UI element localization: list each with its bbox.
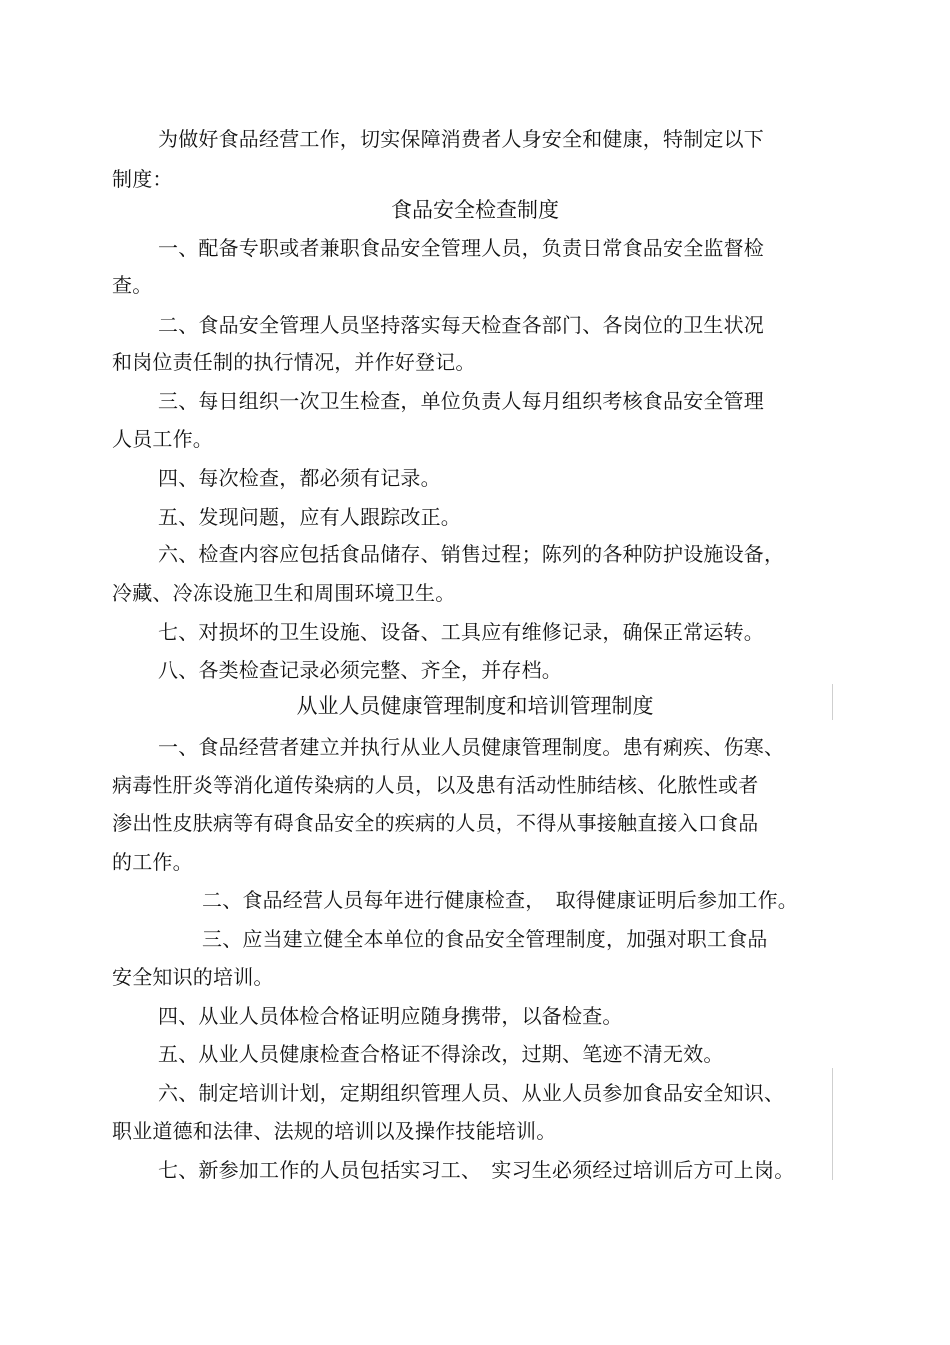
section2-line: 二、食品经营人员每年进行健康检查， 取得健康证明后参加工作。: [202, 888, 798, 912]
section1-line: 二、食品安全管理人员坚持落实每天检查各部门、各岗位的卫生状况: [158, 313, 764, 337]
section1-line: 八、各类检查记录必须完整、齐全，并存档。: [158, 658, 562, 682]
section1-line: 查。: [112, 273, 153, 297]
section2-line: 病毒性肝炎等消化道传染病的人员，以及患有活动性肺结核、化脓性或者: [112, 773, 759, 797]
section2-line: 四、从业人员体检合格证明应随身携带，以备检查。: [158, 1004, 623, 1028]
section2-line: 七、新参加工作的人员包括实习工、 实习生必须经过培训后方可上岗。: [158, 1158, 795, 1182]
section-title-staff-health-training: 从业人员健康管理制度和培训管理制度: [296, 694, 654, 718]
section1-line: 冷藏、冷冻设施卫生和周围环境卫生。: [112, 581, 456, 605]
section2-line: 的工作。: [112, 850, 193, 874]
section1-line: 人员工作。: [112, 427, 213, 451]
section2-line: 六、制定培训计划，定期组织管理人员、从业人员参加食品安全知识、: [158, 1081, 785, 1105]
intro-line-1: 为做好食品经营工作，切实保障消费者人身安全和健康，特制定以下: [158, 127, 764, 151]
section2-line: 安全知识的培训。: [112, 965, 274, 989]
section2-line: 一、食品经营者建立并执行从业人员健康管理制度。患有痢疾、伤寒、: [158, 735, 785, 759]
section2-line: 三、应当建立健全本单位的食品安全管理制度，加强对职工食品: [202, 927, 768, 951]
section1-line: 一、配备专职或者兼职食品安全管理人员，负责日常食品安全监督检: [158, 236, 764, 260]
margin-rule: [832, 684, 833, 720]
margin-rule: [832, 1068, 833, 1180]
section2-line: 渗出性皮肤病等有碍食品安全的疾病的人员，不得从事接触直接入口食品: [112, 811, 759, 835]
section1-line: 六、检查内容应包括食品储存、销售过程；陈列的各种防护设施设备，: [158, 542, 785, 566]
section1-line: 五、发现问题，应有人跟踪改正。: [158, 505, 461, 529]
section1-line: 和岗位责任制的执行情况，并作好登记。: [112, 350, 476, 374]
section1-line: 四、每次检查，都必须有记录。: [158, 466, 441, 490]
section2-line: 五、从业人员健康检查合格证不得涂改，过期、笔迹不清无效。: [158, 1042, 724, 1066]
section-title-food-safety-inspection: 食品安全检查制度: [391, 198, 559, 222]
section1-line: 三、每日组织一次卫生检查，单位负责人每月组织考核食品安全管理: [158, 389, 764, 413]
section1-line: 七、对损坏的卫生设施、设备、工具应有维修记录，确保正常运转。: [158, 620, 764, 644]
intro-line-2: 制度：: [112, 167, 173, 191]
section2-line: 职业道德和法律、法规的培训以及操作技能培训。: [112, 1119, 557, 1143]
